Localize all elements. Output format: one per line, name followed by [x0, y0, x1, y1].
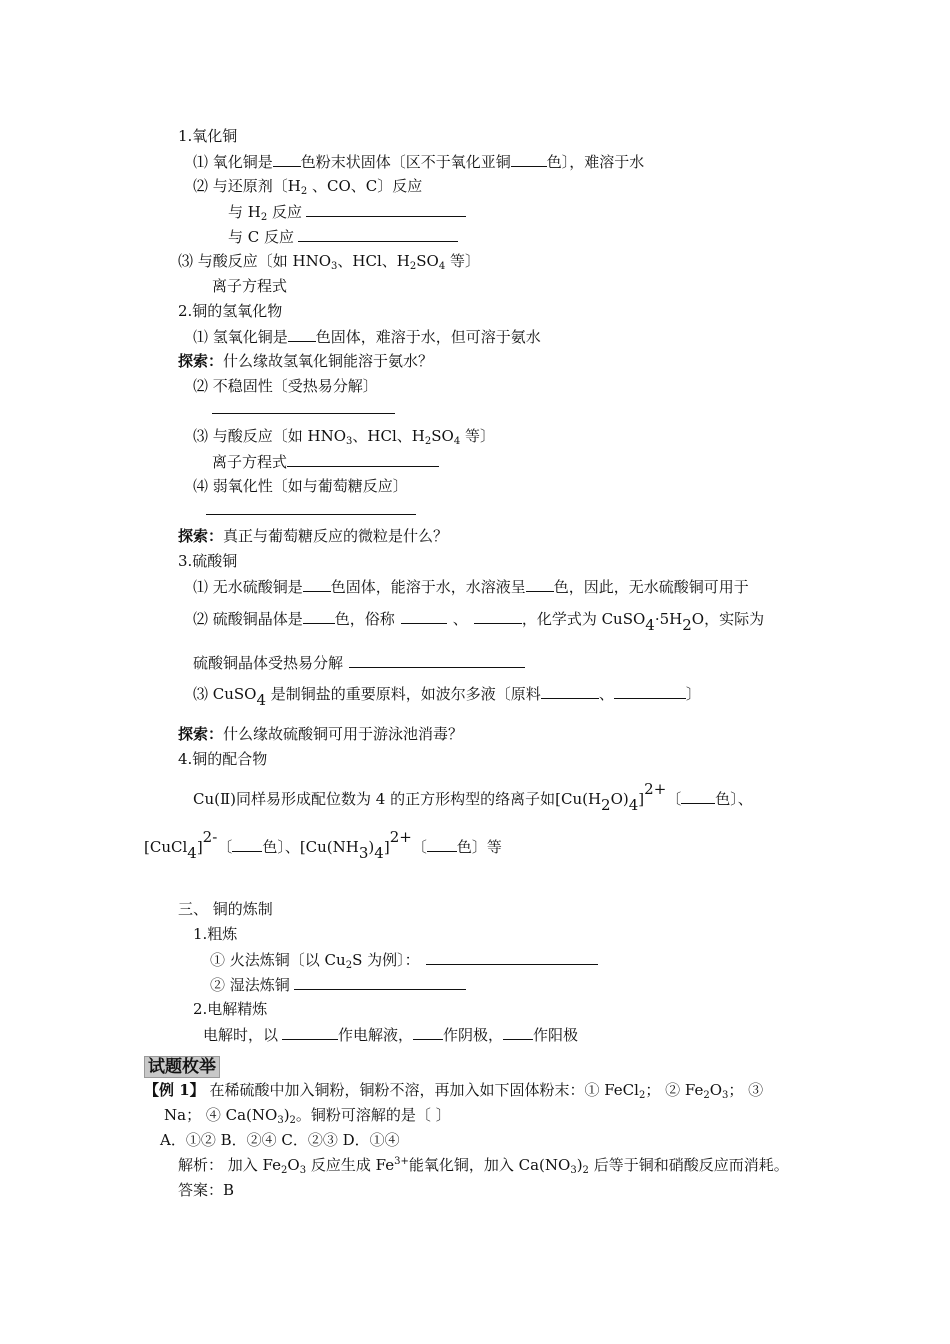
- electro-refining: 2.电解精炼: [193, 1000, 268, 1018]
- section-smelting-title: 三、 铜的炼制: [178, 900, 273, 918]
- blank-field[interactable]: [474, 608, 522, 624]
- blank-field[interactable]: [426, 949, 598, 965]
- copper-oxide-item-2: ⑵ 与还原剂〔$H_2$ 、CO、C〕反应: [193, 177, 423, 197]
- fire-smelting: ① 火法炼铜〔以 $Cu_2S$ 为例〕：: [210, 949, 598, 970]
- example-1-line-2: Na； ④ $Ca(NO_3)_2$。铜粉可溶解的是〔 〕: [164, 1106, 451, 1126]
- sulfate-item-2: ⑵ 硫酸铜晶体是 色，俗称 、 ，化学式为 CuSO4·5H2O，实际为: [193, 610, 765, 634]
- h2-reaction: 与 $H_2$ 反应: [228, 201, 466, 222]
- hydroxide-item-3: ⑶ 与酸反应〔如 $HNO_3$、HCl、$H_2SO_4$ 等〕: [193, 427, 495, 447]
- example-1-analysis: 解析： 加入 $Fe_2O_3$ 反应生成 $Fe^{3+}$能氧化铜，加入 $Ca(NO_3)_2$ 后等于铜和硝酸反应而消耗。: [178, 1156, 789, 1176]
- example-1-line-1: 【例 1】 在稀硫酸中加入铜粉，铜粉不溶，再加入如下固体粉末：① FeCl$_2$； ② $Fe_2O_3$； ③: [144, 1081, 764, 1101]
- blank-field[interactable]: [511, 151, 547, 167]
- crude-smelting: 1.粗炼: [193, 925, 238, 943]
- explore-3: 探索：什么缘故硫酸铜可用于游泳池消毒？: [178, 725, 464, 743]
- complex-line-2: [CuCl4]2-〔 色〕、[Cu(NH3)4]2+〔 色〕等: [144, 828, 502, 862]
- explore-1: 探索：什么缘故氢氧化铜能溶于氨水？: [178, 352, 434, 370]
- blank-field[interactable]: [427, 836, 457, 852]
- sulfate-decomp: 硫酸铜晶体受热易分解: [193, 652, 525, 673]
- blank-field[interactable]: [303, 608, 335, 624]
- wet-smelting: ② 湿法炼铜: [210, 974, 466, 995]
- blank-field[interactable]: [298, 226, 458, 242]
- sulfate-item-3: ⑶ CuSO4 是制铜盐的重要原料，如波尔多液〔原料 、 〕: [193, 685, 701, 709]
- copper-oxide-item-3: ⑶ 与酸反应〔如 $HNO_3$、HCl、$H_2SO_4$ 等〕: [178, 252, 480, 272]
- blank-field[interactable]: [273, 151, 301, 167]
- section-hydroxide-title: 2.铜的氢氧化物: [178, 302, 283, 320]
- blank-field[interactable]: [401, 608, 447, 624]
- hydroxide-item-1: ⑴ 氢氧化铜是 色固体，难溶于水，但可溶于氨水: [193, 328, 541, 346]
- c-reaction: 与 C 反应: [228, 226, 458, 247]
- section-sulfate-title: 3.硫酸铜: [178, 552, 238, 570]
- copper-oxide-item-1: ⑴ 氧化铜是 色粉末状固体〔区不于氧化亚铜 色〕，难溶于水: [193, 153, 645, 171]
- explore-2: 探索：真正与葡萄糖反应的微粒是什么？: [178, 527, 449, 545]
- blank-field[interactable]: [294, 974, 466, 990]
- electrolysis-line: 电解时，以 作电解液， 作阴极， 作阳极: [203, 1026, 579, 1044]
- blank-field[interactable]: [349, 652, 525, 668]
- ionic-equation-label: 离子方程式: [212, 277, 288, 295]
- blank-field[interactable]: [614, 683, 686, 699]
- blank-field[interactable]: [413, 1024, 443, 1040]
- examples-heading: 试题枚举: [144, 1057, 220, 1077]
- decomp-blank-line[interactable]: [212, 398, 395, 419]
- blank-field[interactable]: [681, 788, 715, 804]
- blank-field[interactable]: [232, 836, 262, 852]
- glucose-blank-line[interactable]: [206, 499, 416, 520]
- sulfate-item-1: ⑴ 无水硫酸铜是 色固体，能溶于水，水溶液呈 色，因此，无水硫酸铜可用于: [193, 578, 749, 596]
- complex-line-1: Cu(Ⅱ)同样易形成配位数为 4 的正方形构型的络离子如[Cu(H2O)4]2+〔 色〕、: [193, 780, 753, 814]
- blank-field[interactable]: [526, 576, 554, 592]
- hydroxide-item-2: ⑵ 不稳固性〔受热易分解〕: [193, 377, 378, 395]
- blank-field[interactable]: [288, 326, 316, 342]
- example-1-answer: 答案：B: [178, 1181, 235, 1199]
- example-1-options: A．①② B．②④ C．②③ D．①④: [160, 1131, 400, 1149]
- blank-field[interactable]: [287, 451, 439, 467]
- hydroxide-item-4: ⑷ 弱氧化性〔如与葡萄糖反应〕: [193, 477, 408, 495]
- ionic-equation-line: 离子方程式: [212, 451, 439, 472]
- blank-field[interactable]: [282, 1024, 338, 1040]
- blank-field[interactable]: [306, 201, 466, 217]
- blank-field[interactable]: [541, 683, 599, 699]
- section-copper-oxide-title: 1.氧化铜: [178, 127, 238, 145]
- section-complex-title: 4.铜的配合物: [178, 750, 268, 768]
- blank-field[interactable]: [503, 1024, 533, 1040]
- blank-field[interactable]: [303, 576, 331, 592]
